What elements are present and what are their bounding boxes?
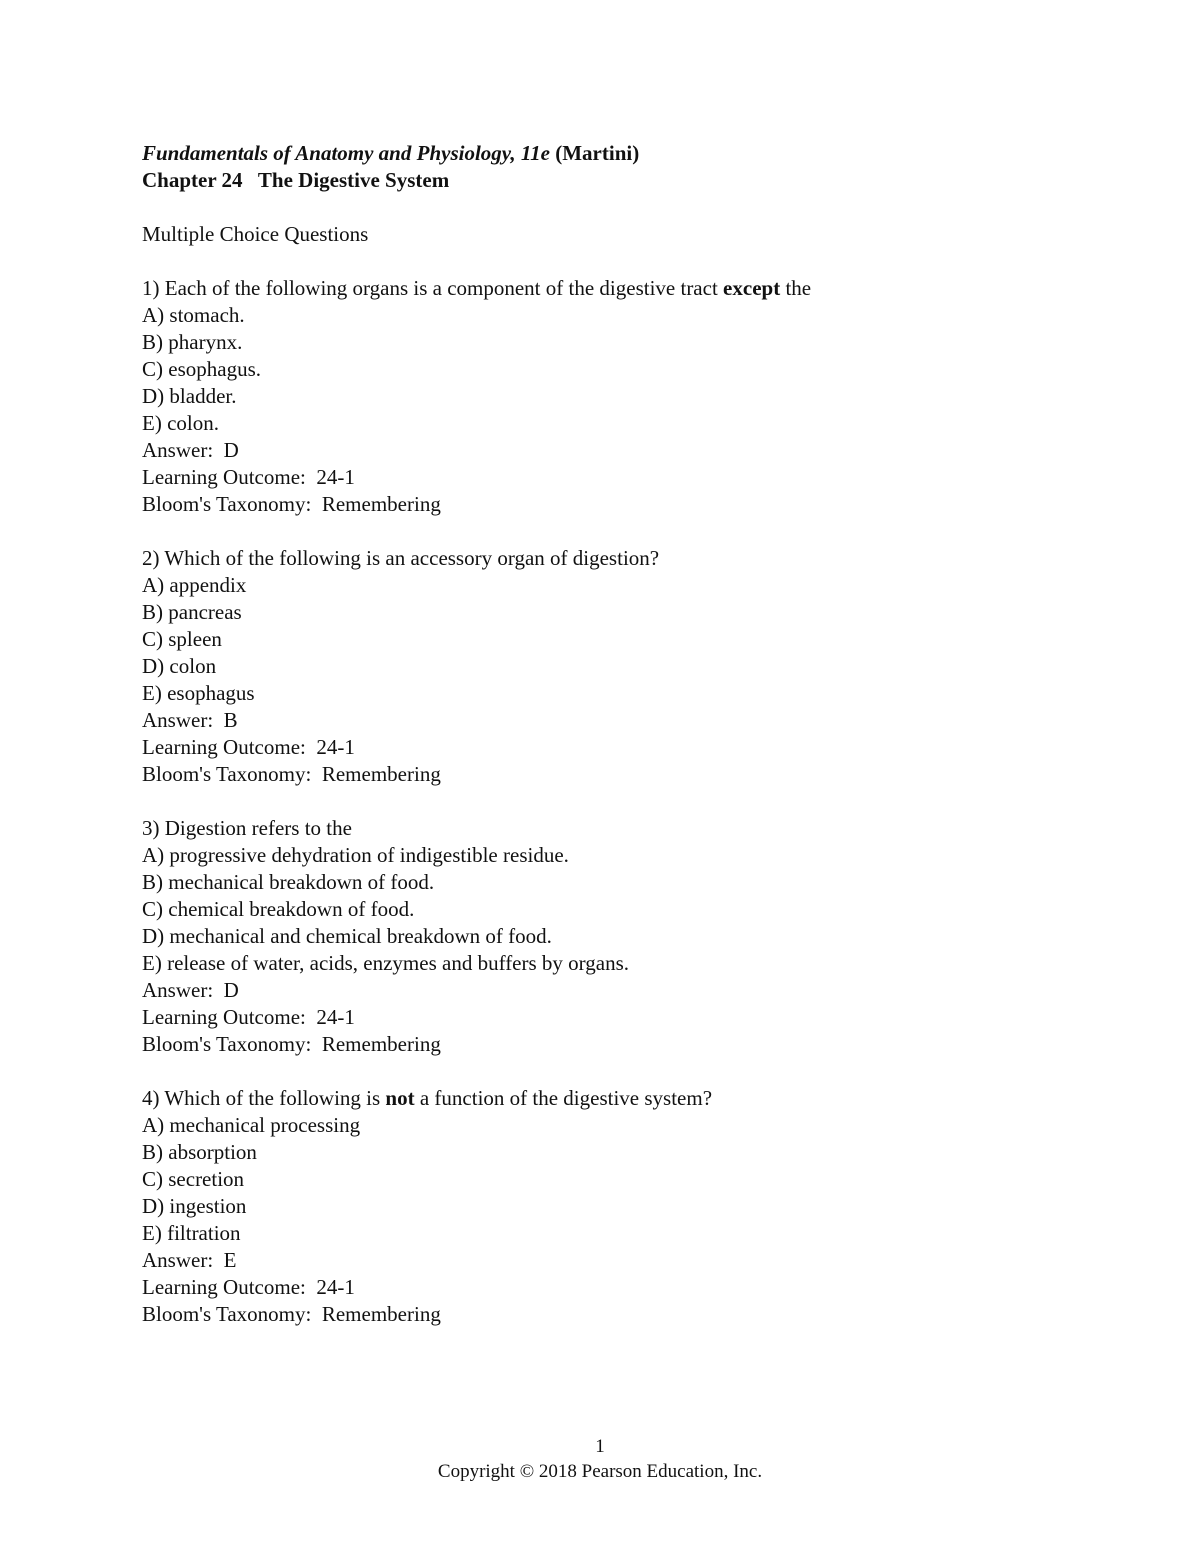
emphasis: except	[723, 276, 781, 300]
option-a: A) appendix	[142, 573, 247, 597]
option-d: D) ingestion	[142, 1194, 247, 1218]
option-c: C) spleen	[142, 627, 222, 651]
question-stem: 1) Each of the following organs is a component of the digestive tract except the	[142, 276, 812, 300]
learning-outcome: Learning Outcome: 24-1	[142, 735, 355, 759]
option-d: D) colon	[142, 654, 217, 678]
option-a: A) stomach.	[142, 303, 245, 327]
blooms-taxonomy: Bloom's Taxonomy: Remembering	[142, 1302, 441, 1326]
question-stem: 4) Which of the following is not a function of the digestive system?	[142, 1086, 713, 1110]
option-c: C) secretion	[142, 1167, 245, 1191]
question-2	[142, 545, 1102, 788]
question-4	[142, 1085, 1102, 1328]
section-heading: Multiple Choice Questions	[142, 222, 369, 246]
blooms-taxonomy: Bloom's Taxonomy: Remembering	[142, 762, 441, 786]
option-a: A) progressive dehydration of indigestible residue.	[142, 843, 569, 867]
option-e: E) filtration	[142, 1221, 241, 1245]
book-title-line	[142, 140, 1102, 167]
copyright: Copyright © 2018 Pearson Education, Inc.	[437, 1461, 763, 1482]
option-b: B) pancreas	[142, 600, 242, 624]
question-stem: 2) Which of the following is an accessory organ of digestion?	[142, 546, 660, 570]
option-c: C) chemical breakdown of food.	[142, 897, 415, 921]
learning-outcome: Learning Outcome: 24-1	[142, 465, 355, 489]
question-1	[142, 275, 1102, 518]
option-b: B) mechanical breakdown of food.	[142, 870, 435, 894]
blooms-taxonomy: Bloom's Taxonomy: Remembering	[142, 1032, 441, 1056]
option-b: B) absorption	[142, 1140, 257, 1164]
option-d: D) mechanical and chemical breakdown of food.	[142, 924, 552, 948]
answer: Answer: D	[142, 978, 239, 1002]
option-b: B) pharynx.	[142, 330, 243, 354]
option-c: C) esophagus.	[142, 357, 261, 381]
blooms-taxonomy: Bloom's Taxonomy: Remembering	[142, 492, 441, 516]
emphasis: not	[385, 1086, 415, 1110]
book-title: Fundamentals of Anatomy and Physiology, 11e	[142, 141, 550, 165]
option-e: E) esophagus	[142, 681, 255, 705]
option-e: E) colon.	[142, 411, 219, 435]
option-e: E) release of water, acids, enzymes and buffers by organs.	[142, 951, 630, 975]
question-3	[142, 815, 1102, 1058]
answer: Answer: D	[142, 438, 239, 462]
learning-outcome: Learning Outcome: 24-1	[142, 1275, 355, 1299]
document-body	[142, 140, 1102, 1355]
question-stem: 3) Digestion refers to the	[142, 816, 352, 840]
author: (Martini)	[555, 141, 640, 165]
option-a: A) mechanical processing	[142, 1113, 361, 1137]
answer: Answer: B	[142, 708, 238, 732]
page-number: 1	[595, 1436, 605, 1457]
answer: Answer: E	[142, 1248, 237, 1272]
learning-outcome: Learning Outcome: 24-1	[142, 1005, 355, 1029]
chapter-title: Chapter 24 The Digestive System	[142, 168, 450, 192]
option-d: D) bladder.	[142, 384, 237, 408]
